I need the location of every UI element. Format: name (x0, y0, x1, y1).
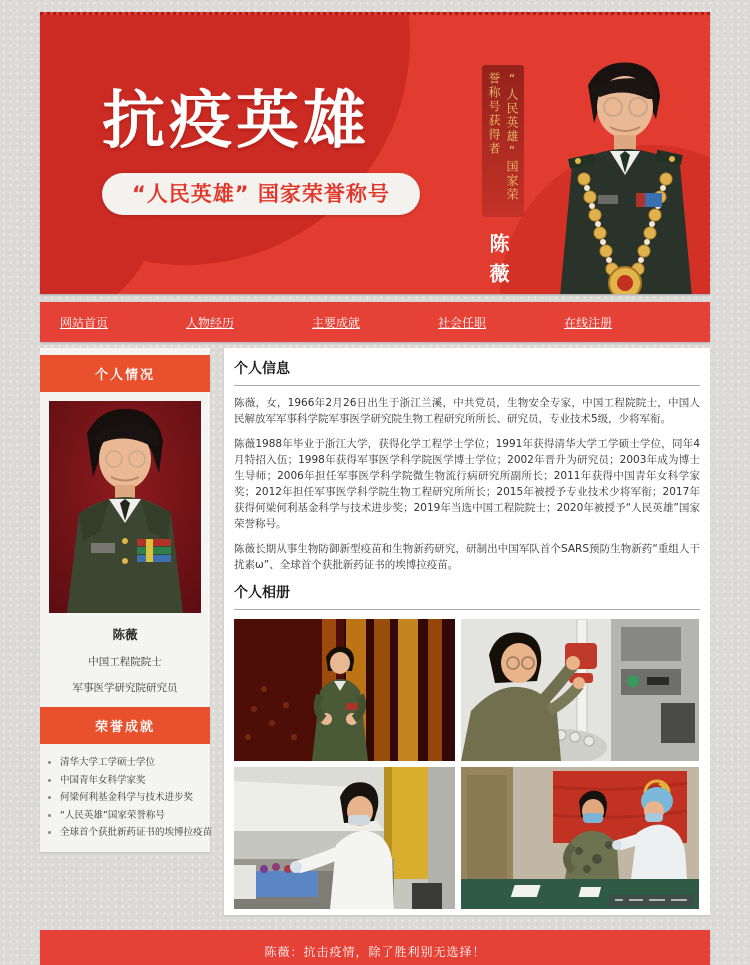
album-photo-lab-bench (234, 767, 455, 909)
nav-link-experience[interactable]: 人物经历 (186, 315, 235, 330)
sidebar-role-1: 中国工程院院士 (88, 656, 162, 668)
honor-item: • 清华大学工学硕士学位 (60, 754, 204, 772)
bio-paragraph-2: 陈薇1988年毕业于浙江大学，获得化学工程学士学位；1991年获得清华大学工学硕士学位，同年4月特招入伍；1998年获得军事医学科学院医学博士学位；2002年晋升为研究员；2003年成为博士生导师；2006年担任军事医学科学院微生物流行病研究所副所长；2011年获得中国青年女科学家奖；2012年担任军事医学科学院生物工程研究所所长；2015年被授予专业技术少将军衔；2017年获得何梁何利基金科学与技术进步奖；2019年当选中国工程院院士；2020年被授予“人民英雄”国家荣誉称号。 (234, 438, 700, 530)
sidebar-honors-header: 荣誉成就 (40, 707, 210, 744)
sidebar-role-2: 军事医学研究院研究员 (72, 682, 178, 694)
sidebar-person-name: 陈薇 (112, 627, 138, 642)
honor-item: • 全球首个获批新药证书的埃博拉疫苗 (60, 824, 204, 842)
info-heading: 个人信息 (234, 361, 290, 377)
banner-subtitle-pill: “人民英雄” 国家荣誉称号 (102, 173, 420, 215)
photo-album-grid (234, 619, 700, 909)
nav-link-achievements[interactable]: 主要成就 (312, 315, 361, 330)
bio-paragraph-3: 陈薇长期从事生物防御新型疫苗和生物新药研究，研制出中国军队首个SARS预防生物新药“重组人干扰素ω”、全球首个获批新药证书的埃博拉疫苗。 (234, 543, 700, 571)
divider (234, 385, 700, 386)
nav-link-social-posts[interactable]: 社会任职 (438, 315, 487, 330)
banner-hero-photo (478, 55, 710, 294)
album-photo-lab-research (461, 619, 699, 761)
banner-vertical-name: 陈薇 (486, 233, 510, 293)
chenwei-medal-portrait-illustration (540, 55, 710, 294)
divider (234, 609, 700, 610)
content-area (40, 348, 710, 915)
honors-list (60, 754, 213, 842)
album-heading: 个人相册 (234, 585, 290, 601)
honor-item: • 中国青年女科学家奖 (60, 772, 204, 790)
main-panel (224, 348, 710, 915)
banner-title: 抗疫英雄 (102, 84, 370, 157)
footer-quote: 陈薇：抗击疫情，除了胜利别无选择！ (264, 945, 486, 959)
bio-paragraph-1: 陈薇，女，1966年2月26日出生于浙江兰溪，中共党员，生物安全专家，中国工程院院士，中国人民解放军军事科学院军事医学研究院生物工程研究所所长、研究员，专业技术5级，少将军衔。 (234, 397, 700, 425)
honor-item: • “人民英雄”国家荣誉称号 (60, 807, 204, 825)
honor-item: • 何梁何利基金科学与技术进步奖 (60, 789, 204, 807)
hero-banner (40, 12, 710, 294)
footer-quote-bar (40, 930, 710, 965)
sidebar-portrait-photo (49, 401, 201, 613)
nav-link-home[interactable]: 网站首页 (60, 315, 109, 330)
album-photo-stage-speech (234, 619, 455, 761)
sidebar (40, 348, 213, 852)
album-photo-vaccination (461, 767, 699, 909)
page-container (40, 0, 710, 965)
main-navigation (40, 302, 710, 342)
nav-link-register[interactable]: 在线注册 (564, 315, 613, 330)
banner-vertical-caption: “人民英雄”国家荣誉称号获得者 (482, 65, 524, 217)
sidebar-profile-header: 个人情况 (40, 355, 210, 392)
